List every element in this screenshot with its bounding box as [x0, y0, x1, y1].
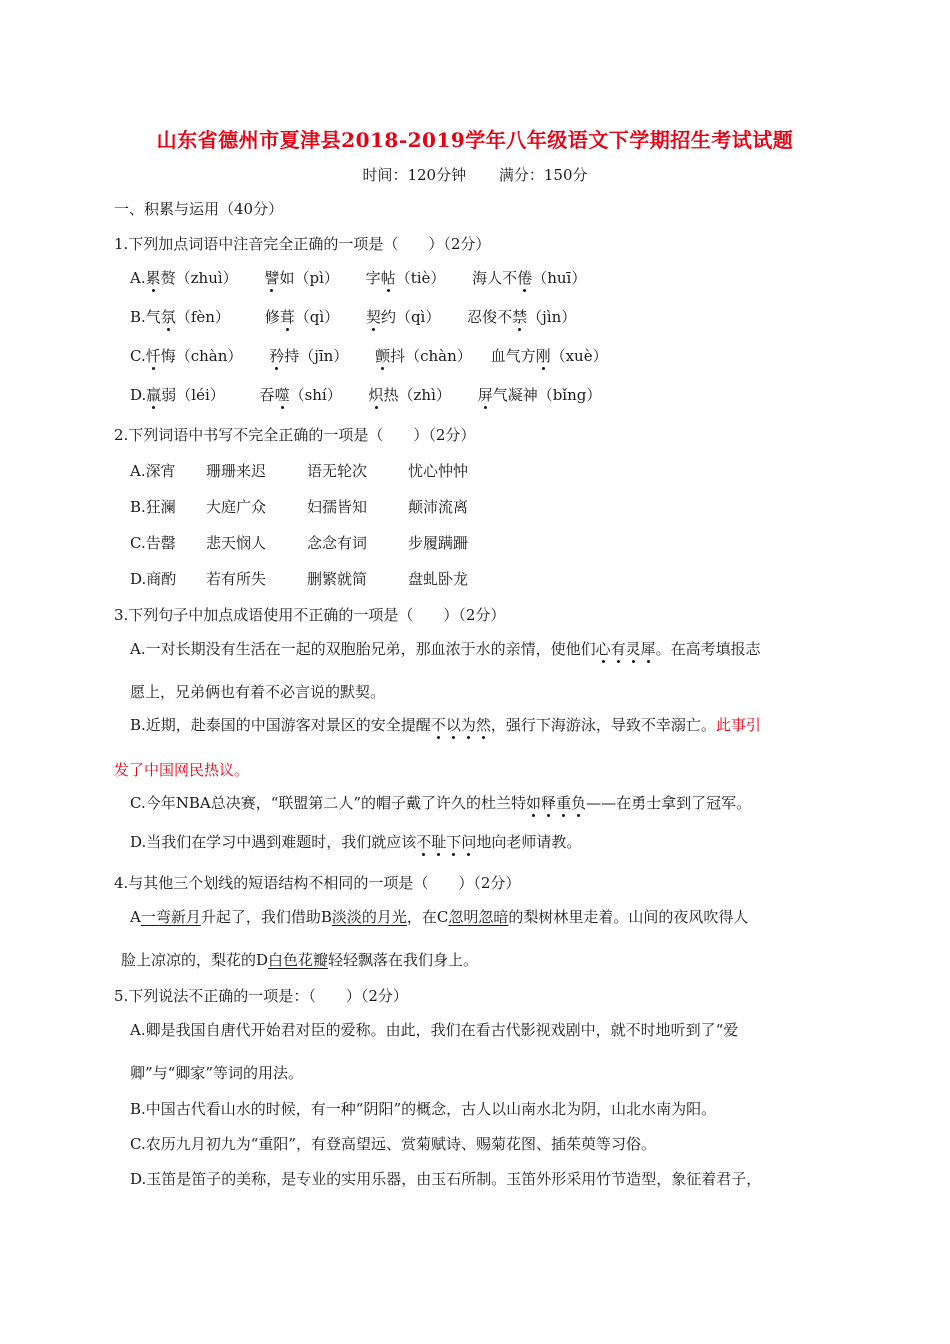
q2-option-b: B.狂澜 大庭广众 妇孺皆知 颠沛流离 [130, 498, 469, 516]
question-5-stem: 5.下列说法不正确的一项是：（ ）（2分） [114, 987, 408, 1005]
section-heading: 一、积累与运用（40分） [114, 200, 284, 218]
question-3-stem: 3.下列句子中加点成语使用不正确的一项是（ ）（2分） [114, 606, 506, 624]
q2-option-c: C.告罄 悲天悯人 念念有词 步履蹒跚 [130, 534, 469, 552]
q2-option-a: A.深宵 珊珊来迟 语无轮次 忧心忡忡 [130, 462, 469, 480]
q3-option-a-cont: 愿上，兄弟俩也有着不必言说的默契。 [130, 683, 386, 701]
q5-option-b: B.中国古代看山水的时候，有一种“阴阳”的概念，古人以山南水北为阴，山北水南为阳。 [130, 1100, 717, 1118]
q5-option-a: A.卿是我国自唐代开始君对臣的爱称。由此，我们在看古代影视戏剧中，就不时地听到了“爱 [130, 1021, 739, 1039]
q5-option-c: C.农历九月初九为“重阳”，有登高望远、赏菊赋诗、赐菊花图、插茱萸等习俗。 [130, 1135, 657, 1153]
q4-passage-line-2: 脸上凉凉的，梨花的D白色花瓣轻轻飘落在我们身上。 [121, 951, 479, 969]
question-1-stem: 1.下列加点词语中注音完全正确的一项是（ ）（2分） [114, 235, 491, 253]
q3-option-a: A.一对长期没有生活在一起的双胞胎兄弟，那血浓于水的亲情，使他们心有灵犀。在高考填报志 [130, 640, 761, 658]
q1-option-b: B.气氛（fèn） 修葺（qì） 契约（qì） 忍俊不禁（jìn） [130, 308, 577, 326]
exam-meta [0, 164, 950, 185]
q3-option-c: C.今年NBA总决赛，“联盟第二人”的帽子戴了许久的杜兰特如释重负——在勇士拿到了冠军。 [130, 794, 752, 812]
q2-option-d: D.商酌 若有所失 删繁就简 盘虬卧龙 [130, 570, 469, 588]
q5-option-a-cont: 卿”与“卿家”等词的用法。 [130, 1064, 304, 1082]
q3-option-b: B.近期，赴泰国的中国游客对景区的安全提醒不以为然，强行下海游泳，导致不幸溺亡。此事引 [130, 716, 761, 734]
q1-option-a: A.累赘（zhuì） 譬如（pì） 字帖（tiè） 海人不倦（huī） [130, 269, 587, 287]
q1-option-c: C.忏悔（chàn） 矜持（jīn） 颤抖（chàn） 血气方刚（xuè） [130, 347, 608, 365]
question-2-stem: 2.下列词语中书写不完全正确的一项是（ ）（2分） [114, 426, 476, 444]
q4-passage-line-1: A一弯新月升起了，我们借助B淡淡的月光，在C忽明忽暗的梨树林里走着。山间的夜风吹得人 [130, 908, 749, 926]
exam-score: 满分：150分 [498, 166, 588, 184]
question-4-stem: 4.与其他三个划线的短语结构不相同的一项是（ ）（2分） [114, 874, 521, 892]
q1-option-d: D.羸弱（léi） 吞噬（shí） 炽热（zhì） 屏气凝神（bǐng） [130, 386, 602, 404]
page-title: 山东省德州市夏津县2018-2019学年八年级语文下学期招生考试试题 [156, 128, 794, 152]
q3-option-b-cont: 发了中国网民热议。 [114, 761, 250, 779]
q3-option-d: D.当我们在学习中遇到难题时，我们就应该不耻下问地向老师请教。 [130, 833, 582, 851]
exam-time: 时间：120分钟 [362, 166, 467, 184]
q5-option-d: D.玉笛是笛子的美称，是专业的实用乐器，由玉石所制。玉笛外形采用竹节造型，象征着君子， [130, 1170, 762, 1188]
